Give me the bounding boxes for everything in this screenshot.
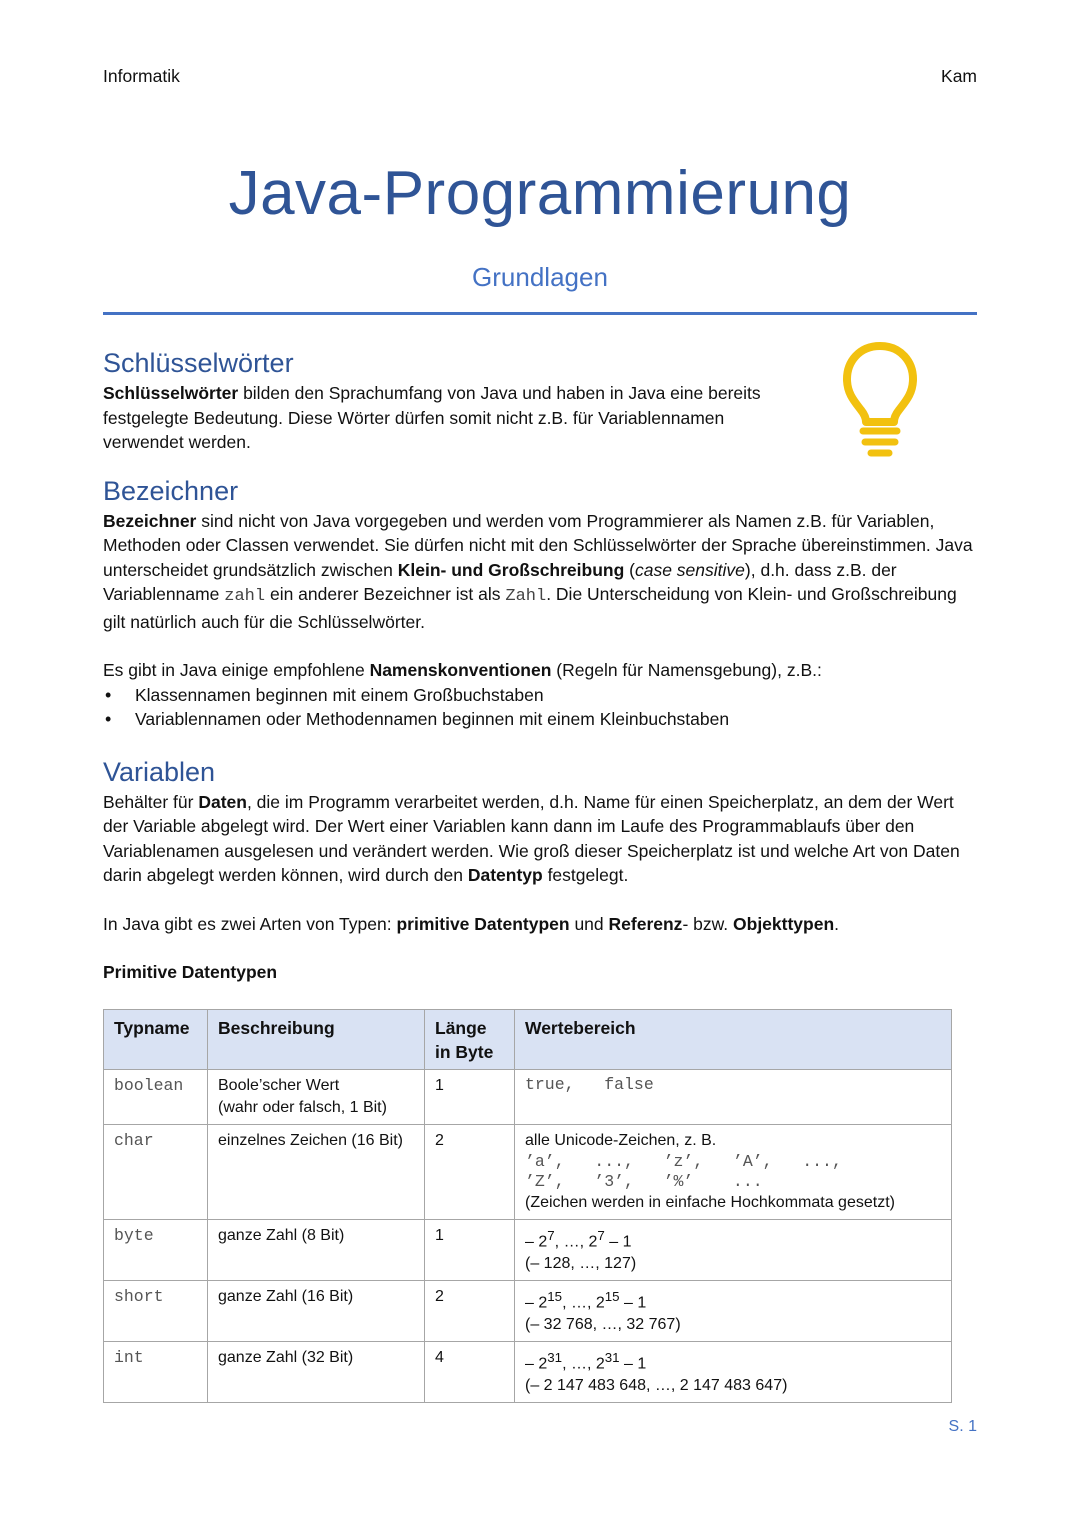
table-row — [104, 1280, 952, 1341]
cell-beschreibung: ganze Zahl (32 Bit) — [208, 1342, 425, 1403]
cell-beschreibung — [208, 1069, 425, 1124]
cell-typname: char — [104, 1124, 208, 1219]
page-subtitle: Grundlagen — [472, 262, 608, 292]
cell-laenge: 2 — [425, 1280, 515, 1341]
exponent: 31 — [547, 1350, 563, 1366]
text: - bzw. — [682, 913, 734, 934]
value-range-note: (Zeichen werden in einfache Hochkommata gesetzt) — [525, 1193, 895, 1211]
text: (Regeln für Namensgebung), z.B.: — [551, 660, 822, 680]
formula-part: – 2 — [525, 1232, 548, 1250]
exponent: 15 — [547, 1288, 563, 1304]
exponent: 15 — [604, 1288, 620, 1304]
cell-typname: byte — [104, 1219, 208, 1280]
cell-laenge: 1 — [425, 1219, 515, 1280]
formula-part: – 1 — [619, 1355, 647, 1373]
formula-part: , …, 2 — [562, 1355, 605, 1373]
spacer — [103, 634, 977, 658]
cell-wertebereich — [515, 1219, 952, 1280]
cell-typname: boolean — [104, 1069, 208, 1124]
column-header: Wertebereich — [515, 1009, 952, 1069]
bold-term: Datentyp — [467, 865, 543, 885]
bold-term: Objekttypen — [733, 913, 835, 934]
formula-part: – 2 — [525, 1294, 548, 1312]
section-variablen — [103, 754, 977, 985]
subheading-primitive-datentypen: Primitive Datentypen — [103, 962, 278, 982]
text: und — [569, 913, 609, 934]
paragraph-namenskonventionen — [103, 658, 977, 683]
text: . — [834, 913, 840, 934]
formula-part: – 2 — [525, 1355, 548, 1373]
datatype-table — [103, 1009, 952, 1404]
table-row — [104, 1342, 952, 1403]
bold-term: Klein- und Großschreibung — [397, 559, 625, 580]
table-row — [104, 1069, 952, 1124]
page-number: S. 1 — [948, 1418, 977, 1435]
page-title: Java-Programmierung — [228, 159, 852, 228]
header-subject: Informatik — [103, 66, 180, 86]
paragraph-schluesselwoerter — [103, 381, 803, 455]
text: , die im Programm verarbeitet werden, d.h. Name für einen Speicherplatz, an dem der Wert der Variable abgelegt wird. Der Wert einer Variablen kann dann im Laufe des Programmablaufs über den Variablenamen ausgelesen und verändert werden. Wie groß dieser Speicherplatz ist und welche Art von Daten darin abgelegt werden können, wird durch den — [103, 791, 960, 885]
cell-wertebereich — [515, 1280, 952, 1341]
code-term: zahl — [224, 587, 266, 606]
desc-line: (wahr oder falsch, 1 Bit) — [218, 1098, 387, 1116]
paragraph-bezeichner — [103, 509, 977, 635]
column-header: Typname — [104, 1009, 208, 1069]
italic-term: case sensitive — [634, 559, 745, 580]
text: In Java gibt es zwei Arten von Typen: — [103, 913, 397, 934]
title-divider — [103, 312, 977, 315]
value-range-numbers: (– 32 768, …, 32 767) — [525, 1316, 681, 1334]
bold-term: Daten — [198, 791, 247, 812]
list-item: • Klassennamen beginnen mit einem Großbuchstaben — [103, 683, 977, 708]
char-examples: ’a’, ..., ’z’, ’A’, ..., — [525, 1151, 842, 1171]
exponent: 31 — [604, 1350, 620, 1366]
bold-term: Namenskonventionen — [369, 660, 552, 680]
table-row — [104, 1124, 952, 1219]
convention-list — [103, 683, 977, 732]
value-range: true, false — [525, 1074, 654, 1094]
heading-variablen: Variablen — [103, 756, 216, 787]
bold-term: Schlüsselwörter — [103, 383, 239, 403]
value-range-numbers: (– 2 147 483 648, …, 2 147 483 647) — [525, 1377, 788, 1395]
value-range-line: alle Unicode-Zeichen, z. B. — [525, 1131, 717, 1149]
code-term: Zahl — [505, 587, 547, 606]
cell-typname: int — [104, 1342, 208, 1403]
cell-wertebereich — [515, 1069, 952, 1124]
heading-schluesselwoerter: Schlüsselwörter — [103, 348, 294, 378]
exponent: 7 — [597, 1227, 605, 1243]
list-item: • Variablennamen oder Methodennamen beginnen mit einem Kleinbuchstaben — [103, 707, 977, 732]
bold-term: primitive Datentypen — [396, 913, 570, 934]
char-examples: ’Z’, ’3’, ’%’ ... — [525, 1171, 763, 1191]
formula-part: , …, 2 — [554, 1232, 598, 1250]
cell-laenge: 2 — [425, 1124, 515, 1219]
value-range-formula — [525, 1286, 941, 1314]
bold-term: Bezeichner — [103, 510, 197, 531]
column-header: Länge in Byte — [425, 1009, 515, 1069]
formula-part: , …, 2 — [562, 1294, 605, 1312]
text: sind nicht von Java vorgegeben und werden vom Programmierer als Namen z.B. für Variablen, Methoden oder Classen verwendet. Sie dürfen nicht mit den Schlüsselwörter der Sprache übereinstimmen. Java unterscheidet grundsätzlich zwischen — [103, 510, 973, 580]
column-header: Beschreibung — [208, 1009, 425, 1069]
cell-laenge: 1 — [425, 1069, 515, 1124]
cell-beschreibung: einzelnes Zeichen (16 Bit) — [208, 1124, 425, 1219]
spacer — [103, 888, 977, 912]
text: ( — [624, 559, 635, 580]
formula-part: – 1 — [604, 1232, 632, 1250]
table-header-row — [104, 1009, 952, 1069]
text: . Die Unterscheidung von Klein- und Großschreibung gilt natürlich auch für die Schlüsselwörter. — [103, 584, 957, 632]
heading-bezeichner: Bezeichner — [103, 475, 239, 506]
formula-part: – 1 — [619, 1294, 647, 1312]
cell-beschreibung: ganze Zahl (16 Bit) — [208, 1280, 425, 1341]
exponent: 7 — [547, 1227, 555, 1243]
bold-term: Referenz — [608, 913, 683, 934]
section-bezeichner — [103, 473, 977, 732]
text: Es gibt in Java einige empfohlene — [103, 660, 370, 680]
paragraph-variablen — [103, 790, 977, 888]
desc-line: Boole’scher Wert — [218, 1076, 340, 1094]
table-row — [104, 1219, 952, 1280]
text: festgelegt. — [542, 865, 629, 885]
text: ein anderer Bezeichner ist als — [265, 584, 506, 604]
cell-beschreibung: ganze Zahl (8 Bit) — [208, 1219, 425, 1280]
paragraph-typen — [103, 912, 977, 937]
cell-laenge: 4 — [425, 1342, 515, 1403]
cell-wertebereich — [515, 1124, 952, 1219]
value-range-numbers: (– 128, …, 127) — [525, 1254, 637, 1272]
value-range-formula — [525, 1225, 941, 1253]
value-range-formula — [525, 1347, 941, 1375]
text: bilden den Sprachumfang von Java und haben in Java eine bereits festgelegte Bedeutung. Diese Wörter dürfen somit nicht z.B. für Variablennamen verwendet werden. — [103, 383, 761, 452]
text: ), d.h. dass z.B. der Variablenname — [103, 559, 897, 604]
cell-typname: short — [104, 1280, 208, 1341]
header-author: Kam — [941, 66, 977, 86]
section-schluesselwoerter — [103, 345, 977, 455]
text: Behälter für — [103, 791, 199, 812]
content — [103, 345, 977, 1403]
cell-wertebereich — [515, 1342, 952, 1403]
